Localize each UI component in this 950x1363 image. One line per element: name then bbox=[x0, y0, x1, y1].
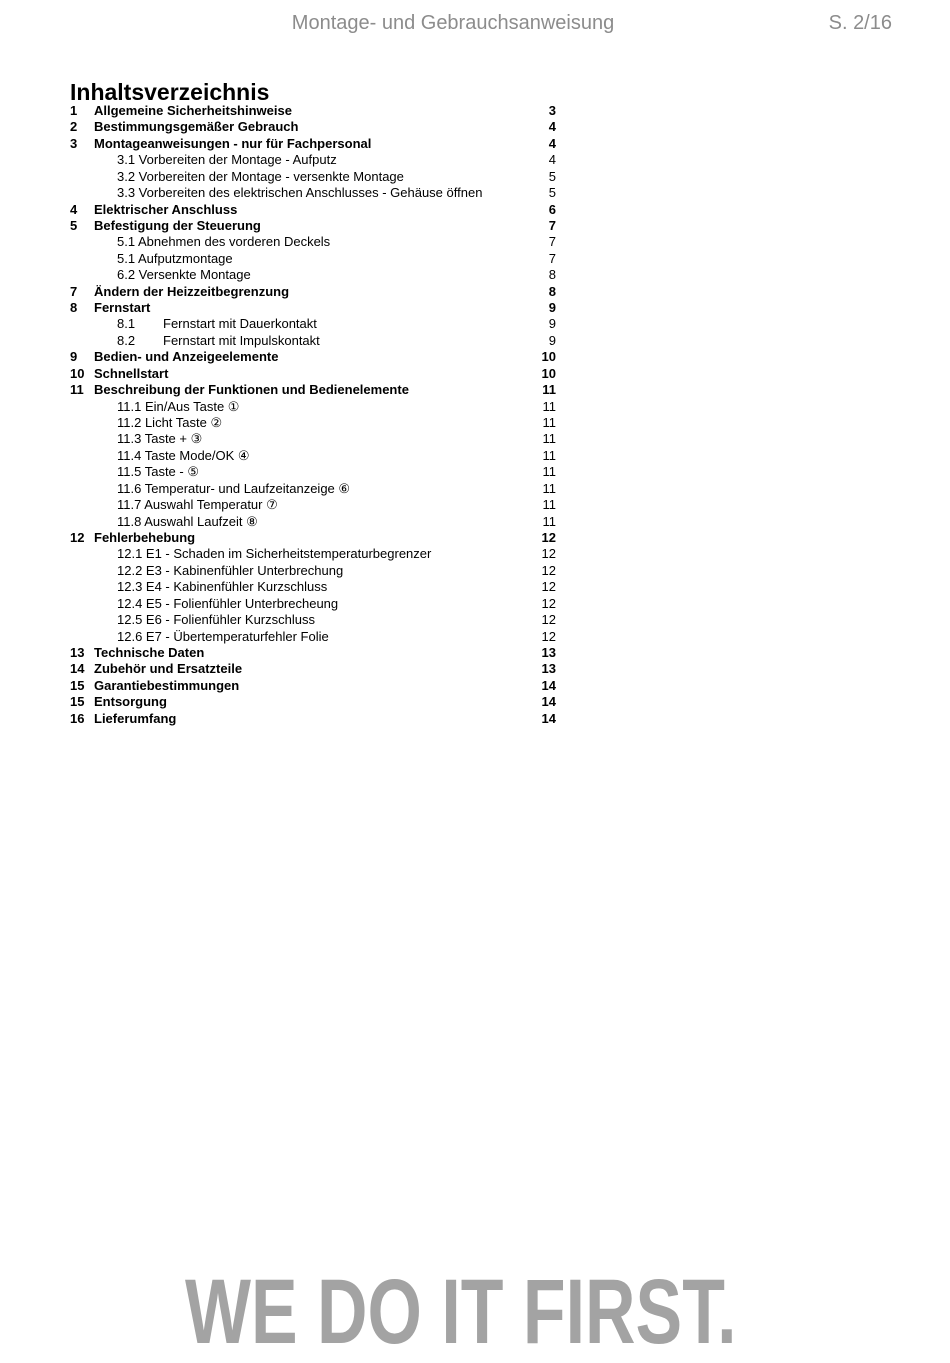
toc-entry-title: 5.1 Abnehmen des vorderen Deckels bbox=[117, 234, 331, 250]
toc-entry-number: 11 bbox=[70, 382, 84, 398]
toc-entry-title: 11.2 Licht Taste ② bbox=[117, 415, 223, 431]
toc-entry-page: 12 bbox=[541, 628, 556, 644]
toc-entry-page: 7 bbox=[548, 250, 556, 266]
toc-entry bbox=[70, 333, 560, 349]
toc-entry-number: 3 bbox=[70, 135, 78, 151]
toc-entry-page: 4 bbox=[548, 135, 556, 151]
toc-entry-title: Bestimmungsgemäßer Gebrauch bbox=[94, 119, 299, 135]
toc-entry bbox=[70, 694, 560, 710]
toc-entry bbox=[70, 464, 560, 480]
toc-entry-number: 8.2 bbox=[117, 332, 136, 348]
toc-entry bbox=[70, 169, 560, 185]
toc-entry-page: 11 bbox=[542, 464, 556, 480]
toc-entry-page: 13 bbox=[541, 661, 556, 677]
toc-entry-title: Zubehör und Ersatzteile bbox=[94, 661, 243, 677]
toc-entry-page: 10 bbox=[541, 349, 556, 365]
toc-entry-title: 12.4 E5 - Folienfühler Unterbrecheung bbox=[117, 595, 339, 611]
toc-entry-page: 9 bbox=[548, 332, 556, 348]
toc-entry-page: 12 bbox=[541, 529, 556, 545]
toc-entry bbox=[70, 711, 560, 727]
toc-entry bbox=[70, 267, 560, 283]
toc-entry-page: 12 bbox=[541, 546, 556, 562]
toc-entry-number: 13 bbox=[70, 644, 85, 660]
toc-entry-title: Fernstart bbox=[94, 300, 151, 316]
toc-entry-number: 8 bbox=[70, 300, 78, 316]
toc-entry bbox=[70, 612, 560, 628]
toc-entry-page: 4 bbox=[548, 119, 556, 135]
toc-entry-title: Fernstart mit Impulskontakt bbox=[163, 332, 320, 348]
toc-entry-page: 11 bbox=[542, 398, 556, 414]
toc-entry bbox=[70, 251, 560, 267]
toc-entry-page: 9 bbox=[548, 316, 556, 332]
toc-entry bbox=[70, 448, 560, 464]
toc-entry bbox=[70, 185, 560, 201]
toc-entry bbox=[70, 481, 560, 497]
toc-entry-title: 12.1 E1 - Schaden im Sicherheitstemperaturbegrenzer bbox=[117, 546, 432, 562]
toc-entry bbox=[70, 316, 560, 332]
toc-entry-title: 3.3 Vorbereiten des elektrischen Anschlusses - Gehäuse öffnen bbox=[117, 185, 483, 201]
toc-entry-page: 7 bbox=[548, 234, 556, 250]
toc-entry bbox=[70, 563, 560, 579]
toc-entry-page: 11 bbox=[542, 382, 556, 398]
toc-entry-title: Fehlerbehebung bbox=[94, 529, 196, 545]
toc-entry bbox=[70, 431, 560, 447]
toc-heading: Inhaltsverzeichnis bbox=[70, 79, 270, 105]
toc-entry-title: Ändern der Heizzeitbegrenzung bbox=[94, 283, 290, 299]
toc-entry bbox=[70, 366, 560, 382]
toc-entry-page: 11 bbox=[542, 497, 556, 513]
toc-entry bbox=[70, 645, 560, 661]
toc-entry-number: 1 bbox=[70, 103, 78, 118]
toc-entry-title: Fernstart mit Dauerkontakt bbox=[163, 316, 317, 332]
toc-entry-title: 12.2 E3 - Kabinenfühler Unterbrechung bbox=[117, 562, 344, 578]
toc-entry-page: 9 bbox=[548, 300, 556, 316]
toc-entry-page: 13 bbox=[541, 644, 556, 660]
toc-entry bbox=[70, 284, 560, 300]
toc-entry-page: 12 bbox=[541, 579, 556, 595]
toc-entry-title: 11.6 Temperatur- und Laufzeitanzeige ⑥ bbox=[117, 480, 351, 496]
toc-entry-title: Befestigung der Steuerung bbox=[94, 217, 261, 233]
toc-entry-title: Elektrischer Anschluss bbox=[94, 201, 238, 217]
toc-entry bbox=[70, 202, 560, 218]
toc-entry-page: 14 bbox=[541, 694, 556, 710]
toc-entry-title: 11.3 Taste + ③ bbox=[117, 431, 203, 447]
table-of-contents bbox=[70, 103, 560, 727]
toc-entry bbox=[70, 514, 560, 530]
toc-entry bbox=[70, 399, 560, 415]
toc-entry bbox=[70, 579, 560, 595]
toc-entry-title: 5.1 Aufputzmontage bbox=[117, 250, 233, 266]
toc-entry-title: 11.5 Taste - ⑤ bbox=[117, 464, 199, 480]
document-title: Montage- und Gebrauchsanweisung bbox=[291, 12, 615, 34]
toc-entry-page: 11 bbox=[542, 431, 556, 447]
toc-entry-page: 14 bbox=[541, 677, 556, 693]
slogan: WE DO IT FIRST. bbox=[185, 1261, 737, 1363]
toc-entry-number: 5 bbox=[70, 217, 78, 233]
toc-entry-page: 14 bbox=[541, 710, 556, 726]
toc-entry-title: 11.8 Auswahl Laufzeit ⑧ bbox=[117, 513, 258, 529]
toc-entry-number: 2 bbox=[70, 119, 78, 135]
toc-entry-title: Entsorgung bbox=[94, 694, 167, 710]
toc-entry bbox=[70, 415, 560, 431]
toc-entry-title: 12.3 E4 - Kabinenfühler Kurzschluss bbox=[117, 579, 328, 595]
toc-entry bbox=[70, 234, 560, 250]
toc-entry-number: 7 bbox=[70, 283, 78, 299]
toc-entry bbox=[70, 152, 560, 168]
toc-entry-page: 12 bbox=[541, 612, 556, 628]
toc-entry bbox=[70, 119, 560, 135]
toc-entry bbox=[70, 629, 560, 645]
toc-entry-number: 15 bbox=[70, 677, 85, 693]
toc-entry-page: 11 bbox=[542, 480, 556, 496]
toc-entry bbox=[70, 530, 560, 546]
toc-entry bbox=[70, 596, 560, 612]
toc-entry bbox=[70, 382, 560, 398]
toc-entry-page: 6 bbox=[548, 201, 556, 217]
toc-entry-number: 15 bbox=[70, 694, 85, 710]
toc-entry-title: Schnellstart bbox=[94, 365, 169, 381]
toc-entry-title: 3.2 Vorbereiten der Montage - versenkte Montage bbox=[117, 168, 404, 184]
toc-entry bbox=[70, 218, 560, 234]
toc-entry-title: Montageanweisungen - nur für Fachpersonal bbox=[94, 135, 372, 151]
toc-entry bbox=[70, 300, 560, 316]
toc-entry bbox=[70, 136, 560, 152]
toc-entry-title: 12.5 E6 - Folienfühler Kurzschluss bbox=[117, 612, 315, 628]
toc-entry-page: 11 bbox=[542, 447, 556, 463]
toc-entry-page: 3 bbox=[548, 103, 556, 118]
toc-entry-title: 12.6 E7 - Übertemperaturfehler Folie bbox=[117, 628, 329, 644]
page-number: S. 2/16 bbox=[828, 12, 892, 34]
toc-entry-title: Beschreibung der Funktionen und Bedienelemente bbox=[94, 382, 409, 398]
toc-entry-title: Bedien- und Anzeigeelemente bbox=[94, 349, 279, 365]
toc-entry bbox=[70, 678, 560, 694]
toc-entry-title: 3.1 Vorbereiten der Montage - Aufputz bbox=[117, 152, 337, 168]
toc-entry bbox=[70, 661, 560, 677]
toc-entry-page: 8 bbox=[548, 283, 556, 299]
toc-entry bbox=[70, 546, 560, 562]
toc-entry-page: 4 bbox=[548, 152, 556, 168]
toc-entry-title: 11.7 Auswahl Temperatur ⑦ bbox=[117, 497, 278, 513]
toc-entry-number: 8.1 bbox=[117, 316, 136, 332]
toc-entry-title: 6.2 Versenkte Montage bbox=[117, 267, 251, 283]
toc-entry-page: 12 bbox=[541, 562, 556, 578]
toc-entry-page: 5 bbox=[548, 168, 556, 184]
toc-entry-title: 11.1 Ein/Aus Taste ① bbox=[117, 398, 240, 414]
toc-entry-number: 16 bbox=[70, 710, 85, 726]
toc-entry bbox=[70, 497, 560, 513]
toc-entry-title: Lieferumfang bbox=[94, 710, 177, 726]
toc-entry-number: 4 bbox=[70, 201, 78, 217]
toc-entry-number: 9 bbox=[70, 349, 78, 365]
toc-entry bbox=[70, 103, 560, 119]
toc-entry-title: Garantiebestimmungen bbox=[94, 677, 240, 693]
toc-entry-page: 12 bbox=[541, 595, 556, 611]
toc-entry-number: 14 bbox=[70, 661, 85, 677]
toc-entry bbox=[70, 349, 560, 365]
toc-entry-title: Allgemeine Sicherheitshinweise bbox=[94, 103, 292, 118]
toc-entry-title: 11.4 Taste Mode/OK ④ bbox=[117, 447, 250, 463]
toc-entry-title: Technische Daten bbox=[94, 644, 205, 660]
toc-entry-page: 5 bbox=[548, 185, 556, 201]
toc-entry-page: 7 bbox=[548, 217, 556, 233]
toc-entry-page: 10 bbox=[541, 365, 556, 381]
toc-entry-page: 11 bbox=[542, 415, 556, 431]
toc-entry-page: 8 bbox=[548, 267, 556, 283]
toc-entry-number: 10 bbox=[70, 365, 85, 381]
toc-entry-number: 12 bbox=[70, 529, 85, 545]
toc-entry-page: 11 bbox=[542, 513, 556, 529]
